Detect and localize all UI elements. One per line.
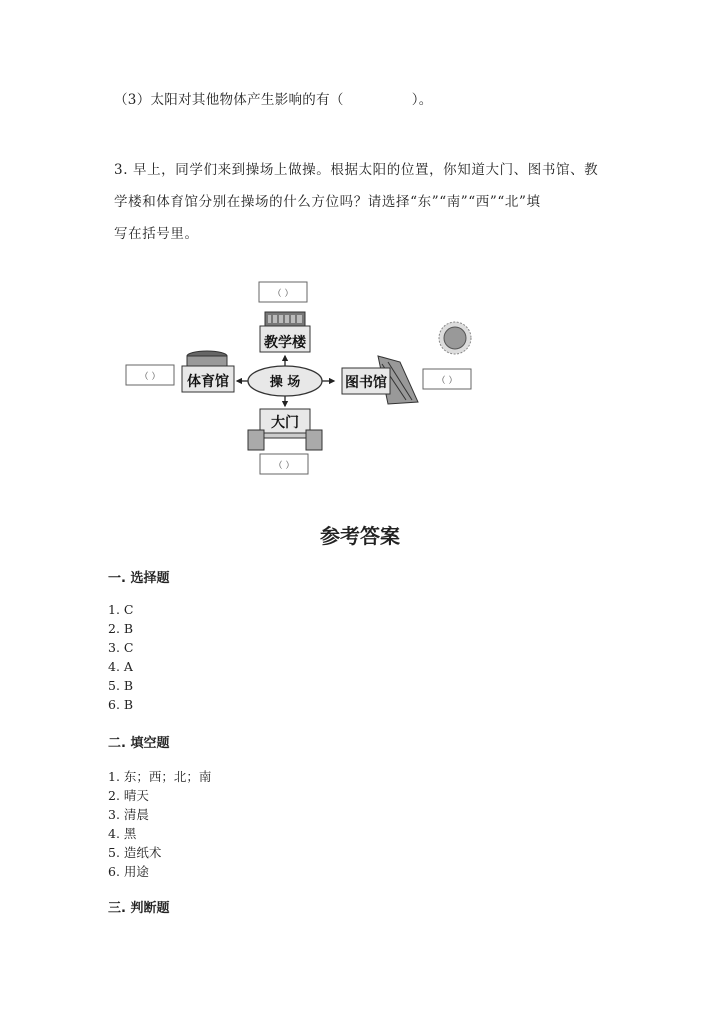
list-item: 3. C <box>108 640 134 655</box>
section-3-heading: 三. 判断题 <box>108 901 170 916</box>
blank-box-right <box>423 369 471 389</box>
list-item: 5. B <box>108 678 134 693</box>
playground-label: 操 场 <box>269 375 301 390</box>
section-2-heading: 二. 填空题 <box>108 736 170 751</box>
blank-box-bottom <box>260 454 308 474</box>
sun-icon <box>439 322 471 354</box>
gate-label: 大门 <box>271 415 299 431</box>
question-3-line-2: 学楼和体育馆分别在操场的什么方位吗？请选择“东”“南”“西”“北”填 <box>114 194 541 210</box>
gymnasium-label: 体育馆 <box>187 374 229 390</box>
list-item: 3. 清晨 <box>108 807 149 822</box>
blank-box-left <box>126 365 174 385</box>
question-3-line-3: 写在括号里。 <box>114 226 199 242</box>
campus-direction-diagram <box>120 276 480 481</box>
blank-box-right-text: （ ） <box>436 376 458 386</box>
question-3-line-1: 3. 早上，同学们来到操场上做操。根据太阳的位置，你知道大门、图书馆、教 <box>114 162 599 178</box>
list-item: 2. 晴天 <box>108 788 149 803</box>
list-item: 1. 东；西；北；南 <box>108 769 212 784</box>
list-item: 5. 造纸术 <box>108 845 162 860</box>
list-item: 1. C <box>108 602 134 617</box>
list-item: 6. B <box>108 697 134 712</box>
blank-box-top <box>259 282 307 302</box>
list-item: 2. B <box>108 621 134 636</box>
question-3-3-suffix: ）。 <box>411 92 433 108</box>
library-label: 图书馆 <box>345 375 387 391</box>
list-item: 4. 黑 <box>108 826 137 841</box>
list-item: 4. A <box>108 659 133 674</box>
teaching-building-label: 教学楼 <box>264 335 306 351</box>
list-item: 6. 用途 <box>108 864 149 879</box>
blank-box-top-text: （ ） <box>272 289 294 299</box>
section-1-heading: 一. 选择题 <box>108 571 170 586</box>
question-3-3-prefix: （3）太阳对其他物体产生影响的有（ <box>114 92 344 108</box>
blank-box-left-text: （ ） <box>139 372 161 382</box>
question-3-3 <box>114 88 433 108</box>
answer-key-title: 参考答案 <box>320 524 400 548</box>
blank-box-bottom-text: （ ） <box>273 461 295 471</box>
